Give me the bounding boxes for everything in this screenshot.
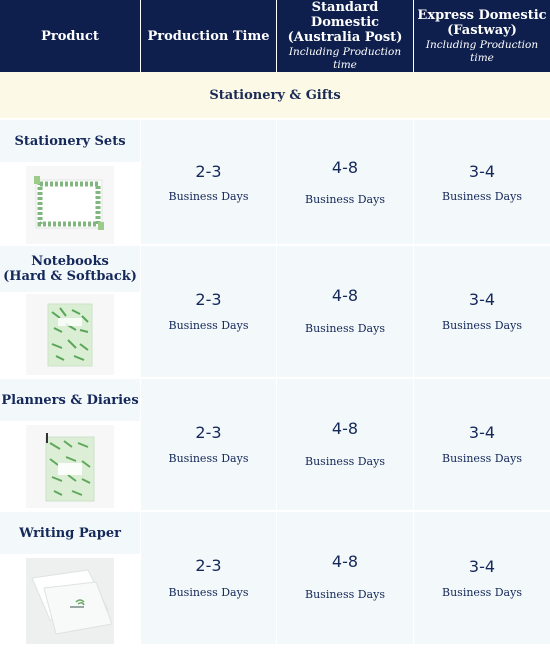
planner-image <box>26 425 114 508</box>
standard-domestic-unit: Business Days <box>305 588 385 601</box>
express-domestic-unit: Business Days <box>442 190 522 203</box>
section-stationery-gifts <box>0 72 550 118</box>
table-row <box>0 379 550 510</box>
express-domestic-value: 3-4 <box>468 557 496 576</box>
header-production-time-label: Production Time <box>147 28 270 44</box>
product-name-line2: (Hard & Softback) <box>3 269 137 284</box>
header-standard-domestic <box>277 0 413 72</box>
stationery-set-illustration <box>26 166 114 244</box>
notebook-image <box>26 294 114 375</box>
standard-domestic-value: 4-8 <box>331 158 359 177</box>
production-time-value: 2-3 <box>195 556 222 575</box>
express-domestic-unit: Business Days <box>442 319 522 332</box>
production-time-cell <box>141 379 276 510</box>
product-name: Writing Paper <box>0 512 140 554</box>
standard-domestic-cell <box>277 246 413 377</box>
table-row <box>0 512 550 644</box>
header-express-line1: Express Domestic <box>417 7 547 23</box>
product-cell <box>0 246 140 377</box>
production-time-unit: Business Days <box>168 586 249 599</box>
production-time-value: 2-3 <box>195 423 222 442</box>
express-domestic-unit: Business Days <box>442 586 522 599</box>
production-time-cell <box>141 246 276 377</box>
product-name: Planners & Diaries <box>0 379 140 421</box>
production-time-unit: Business Days <box>168 452 249 465</box>
writing-paper-image <box>26 558 114 644</box>
standard-domestic-unit: Business Days <box>305 193 385 206</box>
express-domestic-value: 3-4 <box>468 162 496 181</box>
express-domestic-value: 3-4 <box>468 290 496 309</box>
production-time-value: 2-3 <box>195 162 222 181</box>
header-standard-line1: Standard Domestic <box>310 0 380 30</box>
production-time-cell <box>141 120 276 244</box>
header-standard-line2: (Australia Post) <box>287 30 403 45</box>
product-cell <box>0 379 140 510</box>
section-title: Stationery & Gifts <box>209 87 341 103</box>
planner-illustration <box>26 425 114 508</box>
table-row <box>0 246 550 377</box>
standard-domestic-unit: Business Days <box>305 322 385 335</box>
product-name: Stationery Sets <box>0 120 140 162</box>
product-cell <box>0 120 140 244</box>
standard-domestic-cell <box>277 512 413 644</box>
header-express-domestic <box>414 0 550 72</box>
stationery-set-image <box>26 166 114 244</box>
table-row <box>0 120 550 244</box>
production-time-unit: Business Days <box>168 319 249 332</box>
header-standard-sub: Including Production time <box>288 46 402 71</box>
standard-domestic-cell <box>277 379 413 510</box>
header-production-time <box>141 0 276 72</box>
standard-domestic-unit: Business Days <box>305 455 385 468</box>
header-product-label: Product <box>41 28 99 44</box>
express-domestic-cell <box>414 379 550 510</box>
express-domestic-cell <box>414 120 550 244</box>
production-time-unit: Business Days <box>168 190 249 203</box>
standard-domestic-value: 4-8 <box>331 552 359 571</box>
product-name-line1: Notebooks <box>31 254 109 269</box>
product-cell <box>0 512 140 644</box>
writing-paper-illustration <box>26 558 114 644</box>
express-domestic-cell <box>414 246 550 377</box>
header-product <box>0 0 140 72</box>
notebook-illustration <box>26 294 114 375</box>
product-name <box>0 246 140 292</box>
standard-domestic-cell <box>277 120 413 244</box>
standard-domestic-value: 4-8 <box>331 286 359 305</box>
header-express-line2: (Fastway) <box>447 22 517 38</box>
express-domestic-value: 3-4 <box>468 423 496 442</box>
production-time-value: 2-3 <box>195 290 222 309</box>
standard-domestic-value: 4-8 <box>331 419 359 438</box>
express-domestic-cell <box>414 512 550 644</box>
header-express-sub: Including Production time <box>425 38 539 64</box>
express-domestic-unit: Business Days <box>442 452 522 465</box>
production-time-cell <box>141 512 276 644</box>
